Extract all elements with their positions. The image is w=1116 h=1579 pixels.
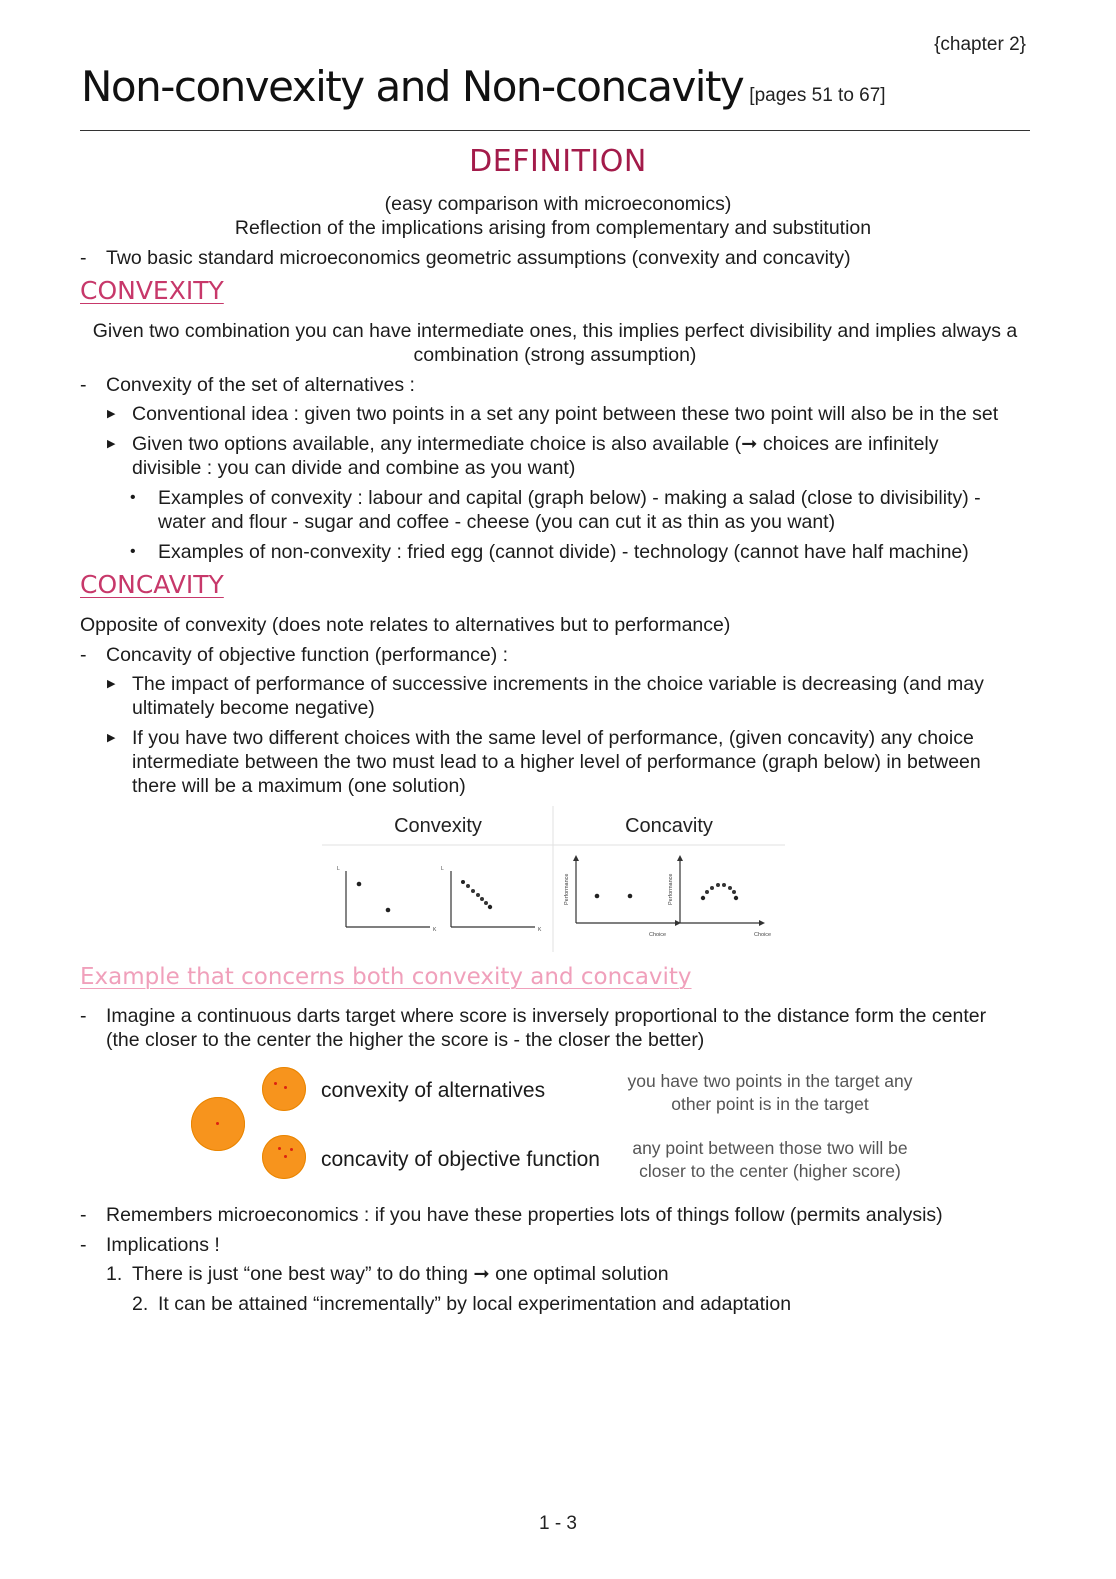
concavity-sub-1a: The impact of performance of successive increments in the choice variable is decreasing (and may: [132, 673, 984, 695]
concavity-sub-1b: ultimately become negative): [132, 697, 375, 719]
dart-target-icon: [191, 1097, 245, 1151]
graph3-point: [595, 894, 600, 899]
page-range: [pages 51 to 67]: [749, 85, 886, 106]
dash-bullet: -: [80, 1005, 87, 1027]
concavity-heading: CONCAVITY: [80, 570, 224, 599]
dot-bullet: •: [130, 489, 136, 506]
graph3-label-choice: Choice: [649, 932, 667, 938]
graph4-x-arrow: [759, 920, 765, 926]
concavity-bullet: Concavity of objective function (performance) :: [106, 644, 509, 666]
convexity-sub-2a: Given two options available, any intermediate choice is also available (➞ choices are infinitely: [132, 433, 939, 455]
figure-graphs: [322, 806, 785, 952]
dash-bullet: -: [80, 644, 87, 666]
implication-2-number: 2.: [132, 1293, 149, 1315]
convexity-note-1: you have two points in the target any: [627, 1071, 913, 1091]
graph2-point: [461, 880, 465, 884]
dash-bullet: -: [80, 1234, 87, 1256]
graph3-point: [628, 894, 633, 899]
graph2-point: [471, 889, 475, 893]
dart-target-concavity-icon: [262, 1135, 306, 1179]
graph4-point: [722, 883, 726, 887]
triangle-bullet-icon: ▶: [107, 408, 116, 420]
dash-bullet: -: [80, 1204, 87, 1226]
convexity-intro-2: combination (strong assumption): [413, 344, 697, 366]
graph4-point: [728, 886, 732, 890]
definition-line-2: Reflection of the implications arising from complementary and substitution: [234, 217, 872, 239]
implication-1: There is just “one best way” to do thing ➞ one optimal solution: [132, 1263, 669, 1285]
convexity-heading: CONVEXITY: [80, 276, 224, 305]
graph2-label-l: L: [441, 866, 444, 872]
graph2-point: [476, 893, 480, 897]
example-bullet-a: Imagine a continuous darts target where score is inversely proportional to the distance form the center: [106, 1005, 987, 1027]
concavity-intro: Opposite of convexity (does note relates to alternatives but to performance): [80, 614, 731, 636]
graph-concavity-arc: [668, 855, 771, 938]
concavity-sub-2c: there will be a maximum (one solution): [132, 775, 466, 797]
graph2-point: [480, 897, 484, 901]
dart-point: [278, 1147, 281, 1150]
graph1-point: [357, 882, 362, 887]
graph1-point: [386, 908, 391, 913]
concavity-note-1: any point between those two will be: [632, 1138, 908, 1158]
implication-1-number: 1.: [106, 1263, 123, 1285]
graph4-y-arrow: [677, 855, 683, 861]
convexity-intro-1: Given two combination you can have intermediate ones, this implies perfect divisibility and implies always a: [92, 320, 1018, 342]
convexity-note-2: other point is in the target: [671, 1094, 869, 1114]
graph4-point: [732, 890, 736, 894]
chapter-label: {chapter 2}: [934, 34, 1026, 55]
graph2-point: [466, 884, 470, 888]
convexity-example-1b: water and flour - sugar and coffee - cheese (you can cut it as thin as you want): [158, 511, 836, 533]
graph3-label-performance: Performance: [564, 873, 570, 905]
triangle-bullet-icon: ▶: [107, 678, 116, 690]
graph3-y-arrow: [573, 855, 579, 861]
convexity-sub-2b: divisible : you can divide and combine as you want): [132, 457, 576, 479]
page-title: [81, 62, 886, 111]
graph4-label-performance: Performance: [668, 873, 674, 905]
example-heading: Example that concerns both convexity and concavity: [80, 964, 692, 990]
concavity-note-2: closer to the center (higher score): [639, 1161, 901, 1181]
graph4-label-choice: Choice: [754, 932, 772, 938]
definition-heading: DEFINITION: [469, 144, 647, 179]
figure-header-convexity: Convexity: [394, 815, 482, 837]
definition-line-1: (easy comparison with microeconomics): [384, 193, 732, 215]
convexity-of-alternatives-label: convexity of alternatives: [321, 1079, 546, 1102]
closing-bullet-1: Remembers microeconomics : if you have these properties lots of things follow (permits analysis): [106, 1204, 943, 1226]
dart-target-convexity-icon: [262, 1067, 306, 1111]
graph1-label-l: L: [337, 866, 340, 872]
implication-2: It can be attained “incrementally” by local experimentation and adaptation: [158, 1293, 792, 1315]
concavity-sub-2a: If you have two different choices with the same level of performance, (given concavity) any choice: [132, 727, 974, 749]
graph2-label-k: K: [538, 927, 542, 933]
page-number: 1 - 3: [538, 1513, 578, 1534]
dot-bullet: •: [130, 543, 136, 560]
dash-bullet: -: [80, 374, 87, 396]
concavity-sub-2b: intermediate between the two must lead to a higher level of performance (graph below) in between: [132, 751, 981, 773]
graph-concavity-two-points: [564, 855, 681, 938]
graph4-point: [710, 886, 714, 890]
concavity-of-objective-label: concavity of objective function: [321, 1148, 600, 1171]
dart-point: [284, 1086, 287, 1089]
graph4-point: [716, 883, 720, 887]
graph4-point: [705, 890, 709, 894]
convexity-example-2: Examples of non-convexity : fried egg (cannot divide) - technology (cannot have half machine): [158, 541, 969, 563]
triangle-bullet-icon: ▶: [107, 438, 116, 450]
figure-header-concavity: Concavity: [625, 815, 713, 837]
graph-convexity-many-points: [441, 866, 542, 933]
dart-point: [274, 1082, 277, 1085]
graph2-point: [484, 901, 488, 905]
page-title-text: Non-convexity and Non-concavity: [81, 62, 744, 111]
triangle-bullet-icon: ▶: [107, 732, 116, 744]
convexity-concavity-figure: [322, 806, 785, 952]
dart-point: [284, 1155, 287, 1158]
title-divider: [80, 130, 1030, 131]
graph1-label-k: K: [433, 927, 437, 933]
graph-convexity-two-points: [337, 866, 437, 933]
graph2-point: [488, 905, 492, 909]
graph4-point: [701, 896, 705, 900]
example-bullet-b: (the closer to the center the higher the score is - the closer the better): [106, 1029, 705, 1051]
convexity-example-1a: Examples of convexity : labour and capital (graph below) - making a salad (close to divisibility) -: [158, 487, 981, 509]
dash-bullet: -: [80, 247, 87, 269]
definition-bullet: Two basic standard microeconomics geometric assumptions (convexity and concavity): [106, 247, 851, 269]
closing-bullet-2: Implications !: [106, 1234, 220, 1256]
target-center-point: [216, 1122, 219, 1125]
graph4-point: [734, 896, 738, 900]
convexity-sub-1: Conventional idea : given two points in a set any point between these two point will also be in the set: [132, 403, 999, 425]
dart-point: [290, 1148, 293, 1151]
convexity-bullet: Convexity of the set of alternatives :: [106, 374, 415, 396]
